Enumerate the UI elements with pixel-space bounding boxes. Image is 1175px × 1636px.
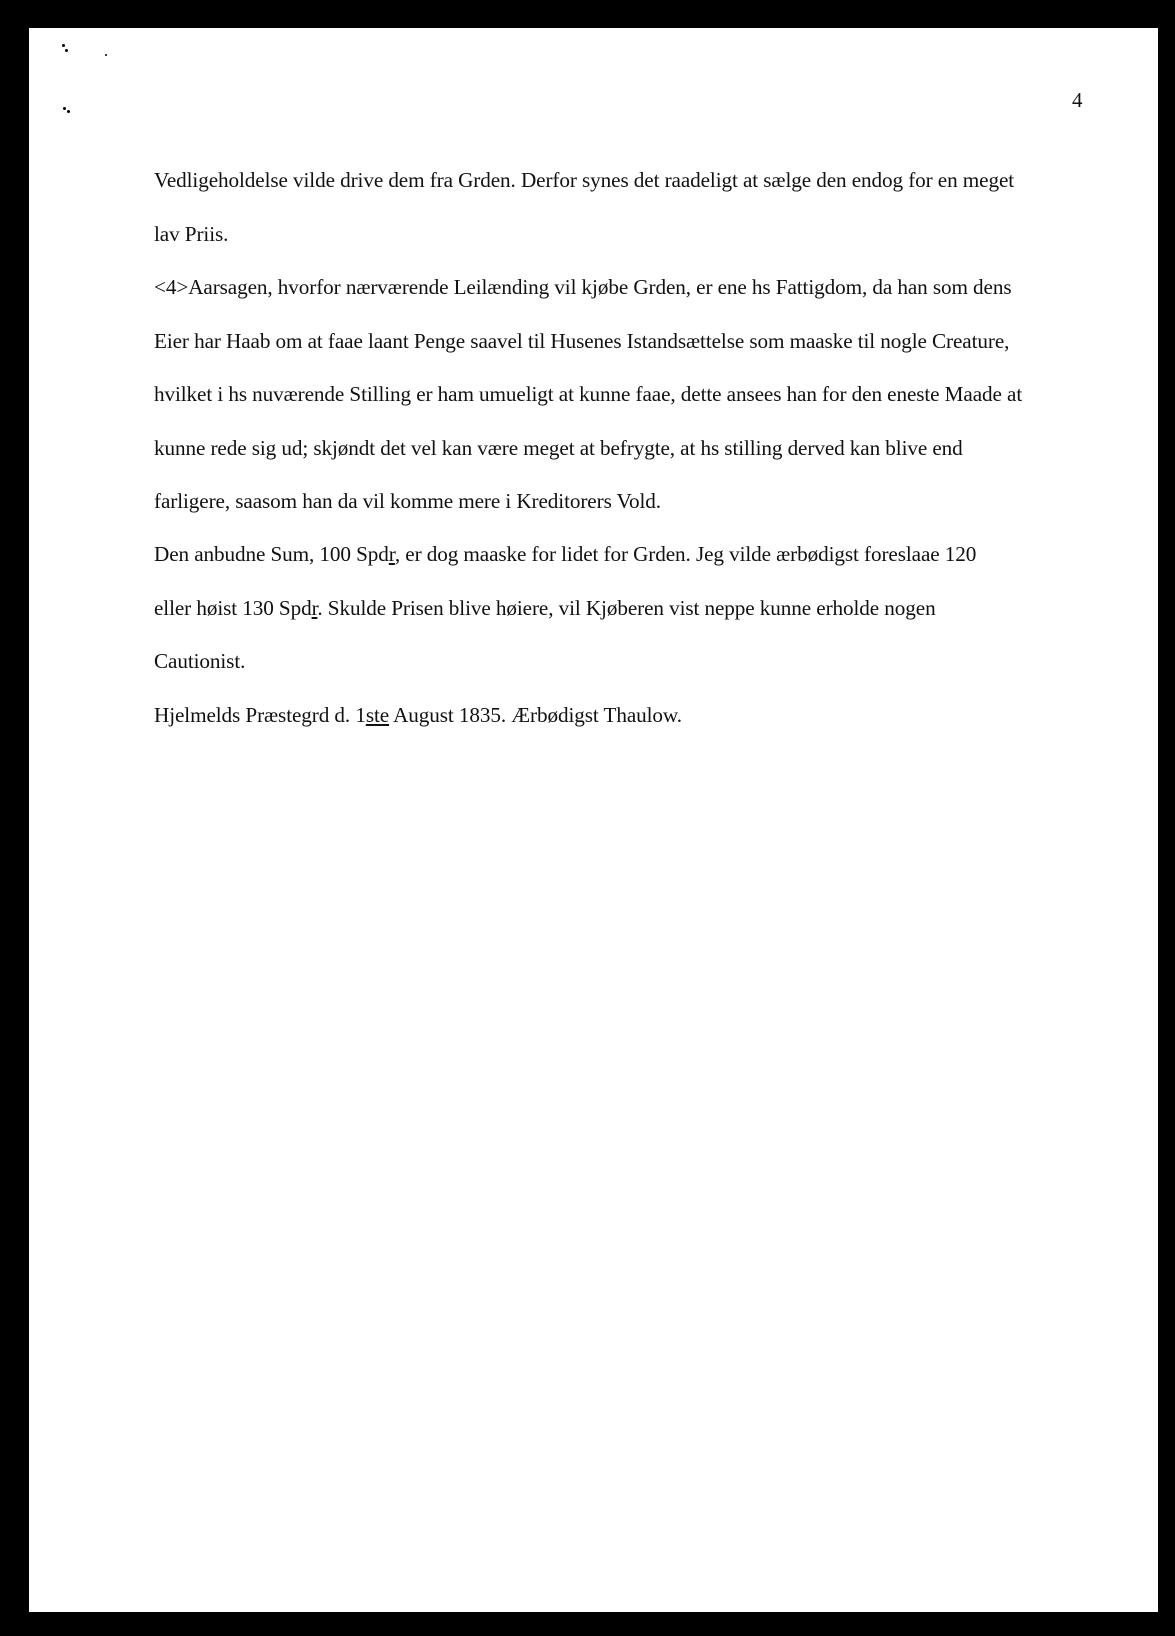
text-line: lav Priis. [154,222,229,246]
scan-speck [63,107,66,110]
document-page [29,28,1158,1612]
text-line [154,541,976,567]
text-line: Vedligeholdelse vilde drive dem fra Grden. Derfor synes det raadeligt at sælge den endog for en meget [154,168,1015,192]
text-line: farligere, saasom han da vil komme mere i Kreditorers Vold. [154,489,661,513]
underlined-abbreviation: r [311,596,318,620]
scan-speck [65,49,68,52]
scan-speck [62,44,65,47]
text-line: kunne rede sig ud; skjøndt det vel kan være meget at befrygte, at hs stilling derved kan blive end [154,436,963,460]
scan-speck [105,54,107,56]
underlined-abbreviation: ste [365,703,390,727]
closing-line [154,702,682,728]
text-line: Cautionist. [154,649,246,673]
page-number: 4 [1072,88,1083,112]
text-segment: Hjelmelds Præstegrd d. 1 [154,703,366,727]
text-line: <4>Aarsagen, hvorfor nærværende Leilænding vil kjøbe Grden, er ene hs Fattigdom, da han som dens [154,275,1012,299]
text-line [154,595,936,621]
text-line: hvilket i hs nuværende Stilling er ham umueligt at kunne faae, dette ansees han for den eneste Maade at [154,382,1023,406]
underlined-abbreviation: r [388,542,395,566]
text-segment: , er dog maaske for lidet for Grden. Jeg vilde ærbødigst foreslaae 120 [394,542,977,566]
text-segment: Den anbudne Sum, 100 Spd [154,542,389,566]
scan-speck [67,110,70,113]
text-segment: . Skulde Prisen blive høiere, vil Kjøberen vist neppe kunne erholde nogen [317,596,936,620]
text-segment: August 1835. Ærbødigst Thaulow. [389,703,682,727]
text-segment: eller høist 130 Spd [154,596,312,620]
text-line: Eier har Haab om at faae laant Penge saavel til Husenes Istandsættelse som maaske til nogle Creature, [154,329,1010,353]
